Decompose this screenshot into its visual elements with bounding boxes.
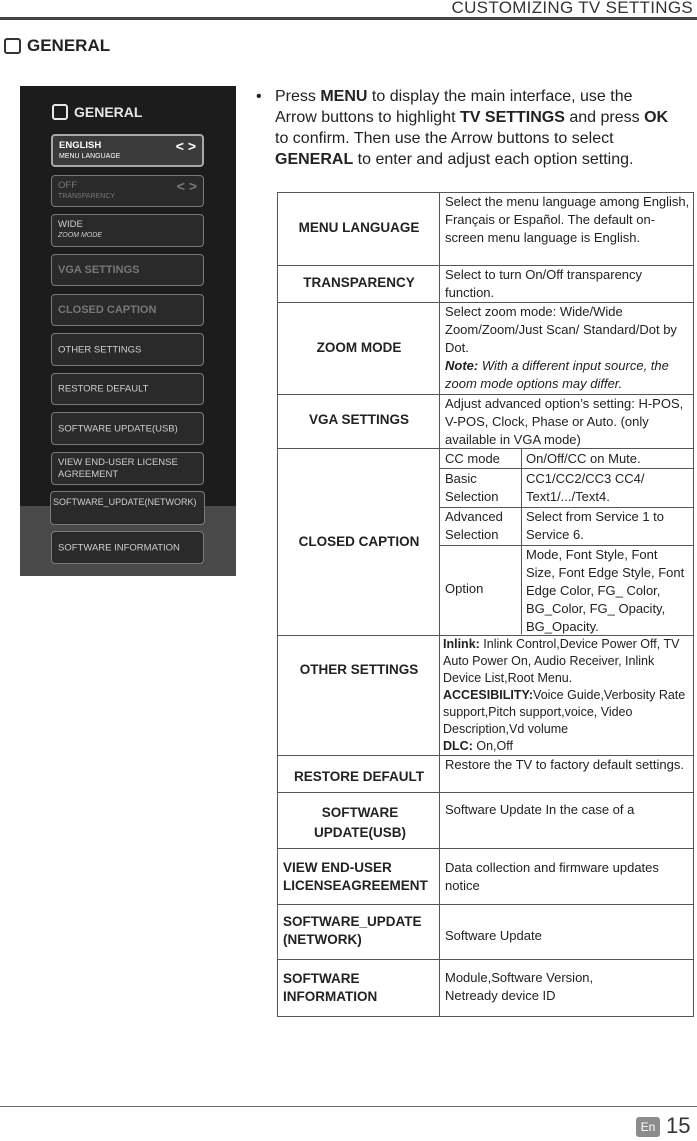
cc-row-value: Select from Service 1 to Service 6. [526,509,664,542]
row-label-view-end-user: VIEW END-USER LICENSEAGREEMENT [283,860,428,893]
tv-menu-item-menu-language[interactable] [51,134,204,167]
intro-paragraph [256,86,676,170]
tv-menu-item-software-information[interactable] [51,531,204,564]
cc-row-divider [440,468,694,469]
row-desc-other-settings: Inlink: Inlink Control,Device Power Off, TV Auto Power On, Audio Receiver, Inlink Device List,Root Menu. ACCESIBILITY:Voice Guide,Verbosity Rate support,Pitch support,voice, Video Description,Vd volume DLC: On,Off [443,637,686,753]
section-title-text: GENERAL [27,36,111,55]
row-label-software-update-usb: SOFTWARE UPDATE(USB) [314,805,406,840]
checkbox-square-icon [4,38,21,54]
tv-item-label: SOFTWARE UPDATE(USB) [58,423,178,434]
square-icon [52,104,68,120]
tv-menu-title [52,104,142,120]
tv-menu-item-restore-default[interactable] [51,373,204,405]
row-label-software-update-network: SOFTWARE_UPDATE (NETWORK) [283,914,422,947]
tv-menu-item-transparency[interactable] [51,175,204,207]
cc-row-value: On/Off/CC on Mute. [526,451,641,466]
row-divider [278,848,693,849]
row-divider [278,792,693,793]
tv-item-sublabel: MENU LANGUAGE [59,153,121,160]
row-label-transparency: TRANSPARENCY [303,275,415,290]
footer-rule [0,1106,697,1107]
tv-item-value: OFF [58,180,77,191]
tv-item-label: OTHER SETTINGS [58,344,142,355]
cc-row-value: Mode, Font Style, Font Size, Font Edge Style, Font Edge Color, FG_ Color, BG_Color, FG_ Opacity, BG_Opacity. [526,547,685,634]
tv-menu-item-other-settings[interactable] [51,333,204,366]
tv-item-label: SOFTWARE INFORMATION [58,542,180,553]
tv-menu-item-vga-settings[interactable] [51,254,204,286]
cc-row-name: CC mode [445,451,500,466]
tv-menu-screenshot [20,86,236,576]
row-desc-vga-settings: Adjust advanced option’s setting: H-POS, V-POS, Clock, Phase or Auto. (only available in VGA mode) [445,396,684,447]
left-right-arrows-icon: < > [175,138,196,154]
tv-item-label: RESTORE DEFAULT [58,383,149,395]
row-desc-view-end-user: Data collection and firmware updates notice [445,860,659,893]
cc-row-name: Advanced Selection [445,509,503,542]
row-divider [278,448,693,449]
tv-item-sublabel: TRANSPARENCY [58,193,116,200]
row-divider [278,959,693,960]
tv-menu-item-view-end-user-license[interactable] [51,452,204,485]
row-desc-software-update-network: Software Update [445,928,542,943]
row-label-restore-default: RESTORE DEFAULT [293,769,424,784]
row-desc-transparency: Select to turn On/Off transparency function. [445,267,643,300]
row-label-menu-language: MENU LANGUAGE [298,220,420,235]
row-desc-zoom-mode: Select zoom mode: Wide/Wide Zoom/Zoom/Just Scan/ Standard/Dot by Dot. Note: With a different input source, the zoom mode options may differ. [445,304,677,391]
tv-menu-item-software-update-usb[interactable] [51,412,204,445]
tv-menu-item-zoom-mode[interactable] [51,214,204,247]
tv-menu-item-closed-caption[interactable] [51,294,204,326]
cc-row-name: Option [445,581,484,596]
cc-row-value: CC1/CC2/CC3 CC4/ Text1/.../Text4. [526,471,645,504]
row-divider [278,904,693,905]
tv-item-label: CLOSED CAPTION [58,304,157,316]
left-right-arrows-icon: < > [176,178,197,194]
tv-menu-title-text: GENERAL [74,104,143,120]
row-label-closed-caption: CLOSED CAPTION [298,534,420,549]
tv-item-label: SOFTWARE_UPDATE(NETWORK) [53,497,197,507]
row-label-vga-settings: VGA SETTINGS [308,412,409,427]
bullet-icon: • [256,88,262,105]
cc-subtable-divider [521,449,522,634]
tv-menu-item-software-update-network[interactable] [50,491,205,525]
intro-text: Press MENU to display the main interface, use the Arrow buttons to highlight TV SETTINGS and press OK to confirm. Then use the Arrow buttons to select GENERAL to enter and adjust each option setting. [275,88,669,168]
row-desc-software-information: Module,Software Version, Netready device ID [445,970,594,1003]
row-desc-software-update-usb: Software Update In the case of a [445,802,635,817]
page-number: 15 [666,1113,691,1138]
tv-item-value: WIDE [58,219,83,230]
page-header-title: CUSTOMIZING TV SETTINGS [451,0,693,17]
section-title [4,36,110,56]
cc-row-name: Basic Selection [445,471,499,504]
row-desc-restore-default: Restore the TV to factory default settings. [445,757,684,772]
row-label-software-information: SOFTWARE INFORMATION [283,971,378,1004]
tv-item-value: ENGLISH [59,140,102,151]
tv-item-label: VGA SETTINGS [58,264,140,276]
tv-item-sublabel: ZOOM MODE [58,232,102,239]
row-label-zoom-mode: ZOOM MODE [316,340,402,355]
row-label-other-settings: OTHER SETTINGS [299,662,419,677]
tv-item-label: VIEW END-USER LICENSE AGREEMENT [58,457,178,480]
settings-table [277,192,694,1017]
language-badge: En [636,1117,660,1137]
row-desc-menu-language: Select the menu language among English, Français or Español. The default on-screen menu language is English. [445,194,690,245]
